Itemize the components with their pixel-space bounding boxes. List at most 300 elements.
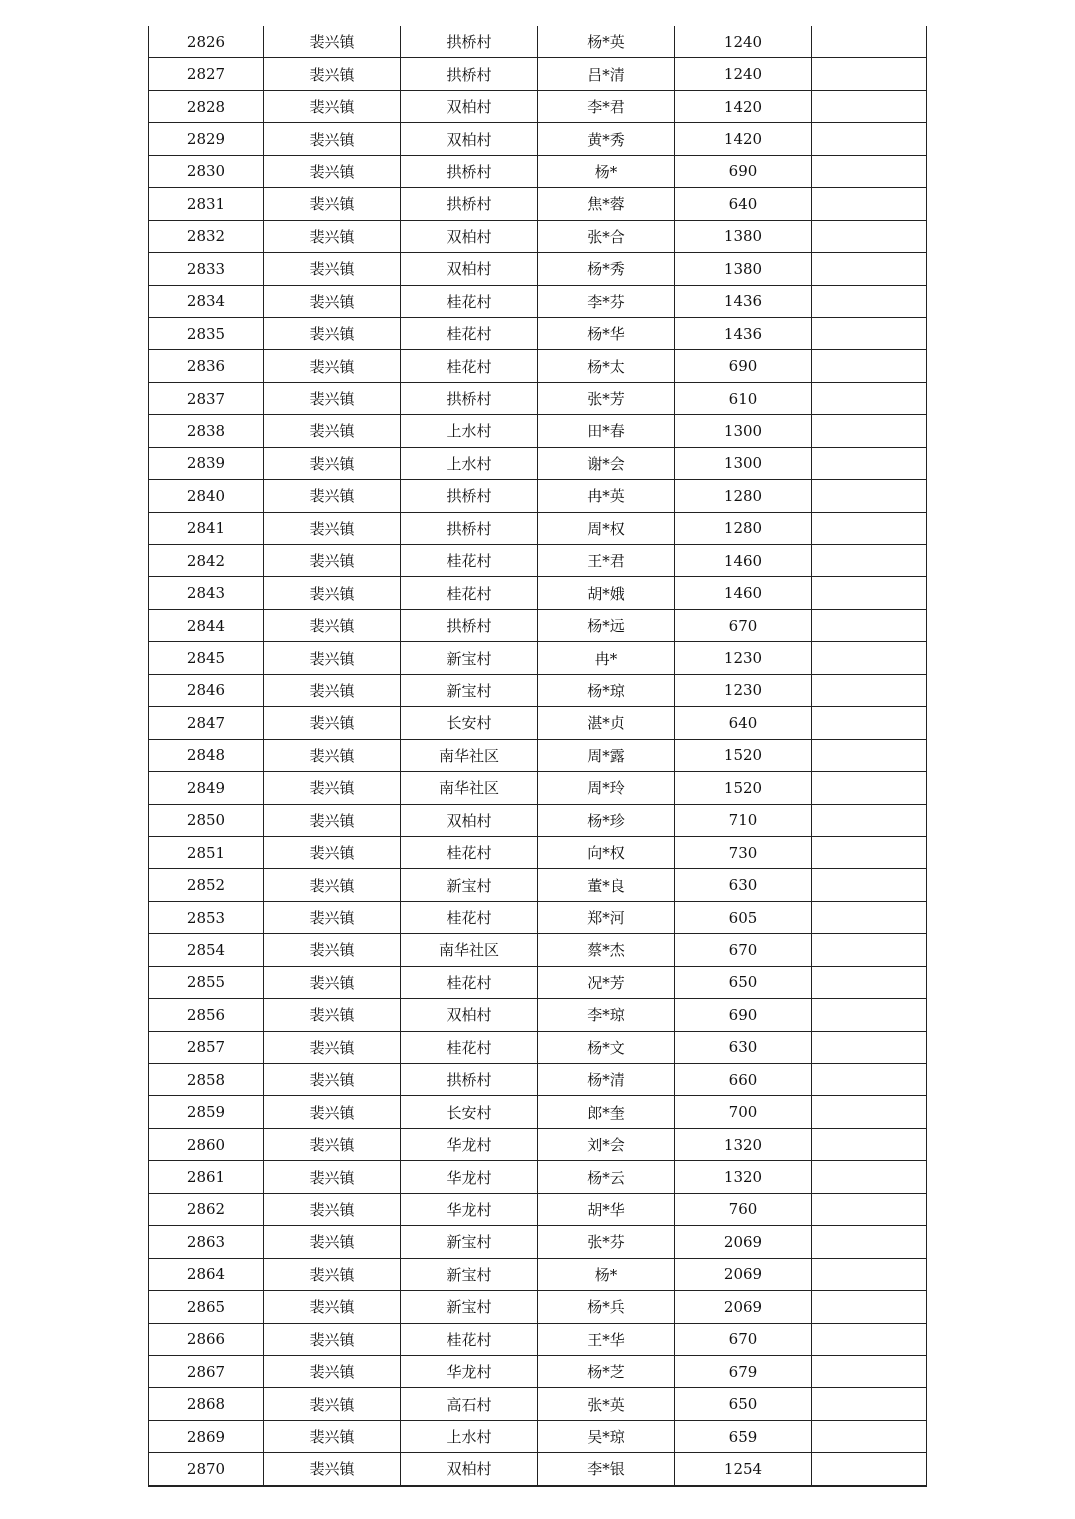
table-row xyxy=(149,609,927,641)
amount-cell: 1230 xyxy=(675,674,812,706)
remark-cell xyxy=(812,1096,927,1128)
row-number-cell: 2861 xyxy=(149,1161,264,1193)
town-cell: 裴兴镇 xyxy=(264,26,401,58)
village-cell: 新宝村 xyxy=(401,642,538,674)
town-cell: 裴兴镇 xyxy=(264,317,401,349)
remark-cell xyxy=(812,999,927,1031)
remark-cell xyxy=(812,707,927,739)
town-cell: 裴兴镇 xyxy=(264,609,401,641)
remark-cell xyxy=(812,90,927,122)
table-row xyxy=(149,1453,927,1486)
remark-cell xyxy=(812,415,927,447)
row-number-cell: 2839 xyxy=(149,447,264,479)
town-cell: 裴兴镇 xyxy=(264,836,401,868)
remark-cell xyxy=(812,1226,927,1258)
row-number-cell: 2843 xyxy=(149,577,264,609)
name-cell: 湛*贞 xyxy=(538,707,675,739)
table-row xyxy=(149,220,927,252)
town-cell: 裴兴镇 xyxy=(264,1128,401,1160)
name-cell: 杨*华 xyxy=(538,317,675,349)
town-cell: 裴兴镇 xyxy=(264,739,401,771)
name-cell: 冉* xyxy=(538,642,675,674)
town-cell: 裴兴镇 xyxy=(264,1161,401,1193)
row-number-cell: 2846 xyxy=(149,674,264,706)
village-cell: 双柏村 xyxy=(401,253,538,285)
remark-cell xyxy=(812,382,927,414)
row-number-cell: 2847 xyxy=(149,707,264,739)
village-cell: 长安村 xyxy=(401,707,538,739)
town-cell: 裴兴镇 xyxy=(264,415,401,447)
town-cell: 裴兴镇 xyxy=(264,350,401,382)
village-cell: 拱桥村 xyxy=(401,1064,538,1096)
amount-cell: 690 xyxy=(675,999,812,1031)
row-number-cell: 2837 xyxy=(149,382,264,414)
amount-cell: 610 xyxy=(675,382,812,414)
town-cell: 裴兴镇 xyxy=(264,772,401,804)
remark-cell xyxy=(812,869,927,901)
row-number-cell: 2864 xyxy=(149,1258,264,1290)
remark-cell xyxy=(812,1420,927,1452)
table-row xyxy=(149,382,927,414)
town-cell: 裴兴镇 xyxy=(264,1453,401,1486)
row-number-cell: 2841 xyxy=(149,512,264,544)
name-cell: 王*华 xyxy=(538,1323,675,1355)
amount-cell: 1280 xyxy=(675,480,812,512)
name-cell: 胡*华 xyxy=(538,1193,675,1225)
table-row xyxy=(149,447,927,479)
name-cell: 况*芳 xyxy=(538,966,675,998)
remark-cell xyxy=(812,1258,927,1290)
table-row xyxy=(149,123,927,155)
table-body xyxy=(149,26,927,1486)
table-row xyxy=(149,1064,927,1096)
name-cell: 焦*蓉 xyxy=(538,188,675,220)
row-number-cell: 2867 xyxy=(149,1355,264,1387)
remark-cell xyxy=(812,577,927,609)
row-number-cell: 2845 xyxy=(149,642,264,674)
town-cell: 裴兴镇 xyxy=(264,220,401,252)
row-number-cell: 2844 xyxy=(149,609,264,641)
table-row xyxy=(149,577,927,609)
remark-cell xyxy=(812,447,927,479)
town-cell: 裴兴镇 xyxy=(264,1226,401,1258)
amount-cell: 1380 xyxy=(675,220,812,252)
village-cell: 双柏村 xyxy=(401,220,538,252)
remark-cell xyxy=(812,934,927,966)
town-cell: 裴兴镇 xyxy=(264,480,401,512)
table-row xyxy=(149,155,927,187)
table-row xyxy=(149,674,927,706)
name-cell: 吕*清 xyxy=(538,58,675,90)
name-cell: 周*权 xyxy=(538,512,675,544)
row-number-cell: 2865 xyxy=(149,1291,264,1323)
table-row xyxy=(149,772,927,804)
amount-cell: 1520 xyxy=(675,739,812,771)
town-cell: 裴兴镇 xyxy=(264,58,401,90)
row-number-cell: 2827 xyxy=(149,58,264,90)
village-cell: 双柏村 xyxy=(401,804,538,836)
amount-cell: 1240 xyxy=(675,26,812,58)
name-cell: 杨*英 xyxy=(538,26,675,58)
village-cell: 拱桥村 xyxy=(401,26,538,58)
table-row xyxy=(149,188,927,220)
town-cell: 裴兴镇 xyxy=(264,674,401,706)
row-number-cell: 2828 xyxy=(149,90,264,122)
row-number-cell: 2838 xyxy=(149,415,264,447)
remark-cell xyxy=(812,804,927,836)
village-cell: 华龙村 xyxy=(401,1161,538,1193)
village-cell: 华龙村 xyxy=(401,1128,538,1160)
name-cell: 杨* xyxy=(538,155,675,187)
table-row xyxy=(149,1128,927,1160)
row-number-cell: 2852 xyxy=(149,869,264,901)
village-cell: 桂花村 xyxy=(401,545,538,577)
amount-cell: 690 xyxy=(675,155,812,187)
town-cell: 裴兴镇 xyxy=(264,285,401,317)
table-row xyxy=(149,1291,927,1323)
village-cell: 新宝村 xyxy=(401,674,538,706)
town-cell: 裴兴镇 xyxy=(264,642,401,674)
name-cell: 杨*琼 xyxy=(538,674,675,706)
remark-cell xyxy=(812,966,927,998)
remark-cell xyxy=(812,1128,927,1160)
row-number-cell: 2862 xyxy=(149,1193,264,1225)
amount-cell: 1460 xyxy=(675,545,812,577)
village-cell: 桂花村 xyxy=(401,317,538,349)
row-number-cell: 2840 xyxy=(149,480,264,512)
name-cell: 田*春 xyxy=(538,415,675,447)
town-cell: 裴兴镇 xyxy=(264,253,401,285)
remark-cell xyxy=(812,1355,927,1387)
row-number-cell: 2868 xyxy=(149,1388,264,1420)
village-cell: 华龙村 xyxy=(401,1193,538,1225)
remark-cell xyxy=(812,480,927,512)
village-cell: 双柏村 xyxy=(401,90,538,122)
table-row xyxy=(149,512,927,544)
amount-cell: 659 xyxy=(675,1420,812,1452)
amount-cell: 2069 xyxy=(675,1226,812,1258)
town-cell: 裴兴镇 xyxy=(264,966,401,998)
village-cell: 拱桥村 xyxy=(401,58,538,90)
village-cell: 上水村 xyxy=(401,447,538,479)
row-number-cell: 2853 xyxy=(149,901,264,933)
town-cell: 裴兴镇 xyxy=(264,707,401,739)
row-number-cell: 2855 xyxy=(149,966,264,998)
remark-cell xyxy=(812,642,927,674)
town-cell: 裴兴镇 xyxy=(264,577,401,609)
village-cell: 南华社区 xyxy=(401,739,538,771)
amount-cell: 1230 xyxy=(675,642,812,674)
row-number-cell: 2863 xyxy=(149,1226,264,1258)
town-cell: 裴兴镇 xyxy=(264,901,401,933)
remark-cell xyxy=(812,123,927,155)
town-cell: 裴兴镇 xyxy=(264,804,401,836)
name-cell: 杨*远 xyxy=(538,609,675,641)
village-cell: 双柏村 xyxy=(401,999,538,1031)
table-row xyxy=(149,1258,927,1290)
name-cell: 杨*秀 xyxy=(538,253,675,285)
row-number-cell: 2830 xyxy=(149,155,264,187)
name-cell: 张*英 xyxy=(538,1388,675,1420)
remark-cell xyxy=(812,155,927,187)
amount-cell: 1300 xyxy=(675,415,812,447)
table-row xyxy=(149,707,927,739)
table-row xyxy=(149,545,927,577)
table-row xyxy=(149,26,927,58)
remark-cell xyxy=(812,512,927,544)
name-cell: 吴*琼 xyxy=(538,1420,675,1452)
row-number-cell: 2836 xyxy=(149,350,264,382)
name-cell: 郎*奎 xyxy=(538,1096,675,1128)
row-number-cell: 2832 xyxy=(149,220,264,252)
village-cell: 新宝村 xyxy=(401,869,538,901)
remark-cell xyxy=(812,836,927,868)
amount-cell: 1420 xyxy=(675,90,812,122)
remark-cell xyxy=(812,609,927,641)
name-cell: 杨*清 xyxy=(538,1064,675,1096)
amount-cell: 1320 xyxy=(675,1128,812,1160)
village-cell: 桂花村 xyxy=(401,1323,538,1355)
town-cell: 裴兴镇 xyxy=(264,934,401,966)
amount-cell: 630 xyxy=(675,869,812,901)
village-cell: 南华社区 xyxy=(401,934,538,966)
name-cell: 胡*娥 xyxy=(538,577,675,609)
village-cell: 上水村 xyxy=(401,415,538,447)
table-row xyxy=(149,934,927,966)
village-cell: 新宝村 xyxy=(401,1258,538,1290)
table-row xyxy=(149,1031,927,1063)
village-cell: 桂花村 xyxy=(401,966,538,998)
village-cell: 桂花村 xyxy=(401,577,538,609)
name-cell: 董*良 xyxy=(538,869,675,901)
data-table xyxy=(148,26,927,1487)
amount-cell: 660 xyxy=(675,1064,812,1096)
table-row xyxy=(149,901,927,933)
row-number-cell: 2860 xyxy=(149,1128,264,1160)
row-number-cell: 2854 xyxy=(149,934,264,966)
amount-cell: 650 xyxy=(675,1388,812,1420)
name-cell: 蔡*杰 xyxy=(538,934,675,966)
name-cell: 李*银 xyxy=(538,1453,675,1486)
town-cell: 裴兴镇 xyxy=(264,545,401,577)
remark-cell xyxy=(812,26,927,58)
remark-cell xyxy=(812,285,927,317)
remark-cell xyxy=(812,1323,927,1355)
table-row xyxy=(149,1226,927,1258)
town-cell: 裴兴镇 xyxy=(264,155,401,187)
remark-cell xyxy=(812,545,927,577)
town-cell: 裴兴镇 xyxy=(264,1420,401,1452)
table-row xyxy=(149,869,927,901)
town-cell: 裴兴镇 xyxy=(264,869,401,901)
remark-cell xyxy=(812,350,927,382)
village-cell: 新宝村 xyxy=(401,1291,538,1323)
remark-cell xyxy=(812,1031,927,1063)
name-cell: 张*芬 xyxy=(538,1226,675,1258)
village-cell: 高石村 xyxy=(401,1388,538,1420)
remark-cell xyxy=(812,253,927,285)
amount-cell: 670 xyxy=(675,1323,812,1355)
table-row xyxy=(149,1420,927,1452)
remark-cell xyxy=(812,674,927,706)
name-cell: 杨*芝 xyxy=(538,1355,675,1387)
name-cell: 刘*会 xyxy=(538,1128,675,1160)
village-cell: 双柏村 xyxy=(401,123,538,155)
table-row xyxy=(149,317,927,349)
remark-cell xyxy=(812,188,927,220)
village-cell: 拱桥村 xyxy=(401,382,538,414)
village-cell: 拱桥村 xyxy=(401,480,538,512)
row-number-cell: 2866 xyxy=(149,1323,264,1355)
row-number-cell: 2858 xyxy=(149,1064,264,1096)
remark-cell xyxy=(812,739,927,771)
amount-cell: 1436 xyxy=(675,285,812,317)
town-cell: 裴兴镇 xyxy=(264,1258,401,1290)
amount-cell: 1320 xyxy=(675,1161,812,1193)
row-number-cell: 2831 xyxy=(149,188,264,220)
row-number-cell: 2851 xyxy=(149,836,264,868)
name-cell: 黄*秀 xyxy=(538,123,675,155)
amount-cell: 1300 xyxy=(675,447,812,479)
town-cell: 裴兴镇 xyxy=(264,1193,401,1225)
village-cell: 桂花村 xyxy=(401,285,538,317)
village-cell: 桂花村 xyxy=(401,350,538,382)
amount-cell: 2069 xyxy=(675,1291,812,1323)
town-cell: 裴兴镇 xyxy=(264,1388,401,1420)
table-row xyxy=(149,1193,927,1225)
amount-cell: 710 xyxy=(675,804,812,836)
amount-cell: 650 xyxy=(675,966,812,998)
town-cell: 裴兴镇 xyxy=(264,512,401,544)
amount-cell: 630 xyxy=(675,1031,812,1063)
amount-cell: 1380 xyxy=(675,253,812,285)
amount-cell: 605 xyxy=(675,901,812,933)
row-number-cell: 2829 xyxy=(149,123,264,155)
table-row xyxy=(149,253,927,285)
village-cell: 新宝村 xyxy=(401,1226,538,1258)
amount-cell: 2069 xyxy=(675,1258,812,1290)
name-cell: 郑*河 xyxy=(538,901,675,933)
amount-cell: 1420 xyxy=(675,123,812,155)
amount-cell: 1460 xyxy=(675,577,812,609)
table-row xyxy=(149,1096,927,1128)
name-cell: 向*权 xyxy=(538,836,675,868)
name-cell: 杨* xyxy=(538,1258,675,1290)
table-row xyxy=(149,58,927,90)
amount-cell: 679 xyxy=(675,1355,812,1387)
name-cell: 王*君 xyxy=(538,545,675,577)
table-row xyxy=(149,350,927,382)
village-cell: 长安村 xyxy=(401,1096,538,1128)
name-cell: 李*君 xyxy=(538,90,675,122)
table-row xyxy=(149,836,927,868)
amount-cell: 1436 xyxy=(675,317,812,349)
town-cell: 裴兴镇 xyxy=(264,447,401,479)
remark-cell xyxy=(812,1291,927,1323)
village-cell: 拱桥村 xyxy=(401,188,538,220)
amount-cell: 700 xyxy=(675,1096,812,1128)
table-row xyxy=(149,90,927,122)
remark-cell xyxy=(812,1388,927,1420)
row-number-cell: 2869 xyxy=(149,1420,264,1452)
table-row xyxy=(149,966,927,998)
town-cell: 裴兴镇 xyxy=(264,1291,401,1323)
amount-cell: 1240 xyxy=(675,58,812,90)
name-cell: 杨*太 xyxy=(538,350,675,382)
row-number-cell: 2833 xyxy=(149,253,264,285)
row-number-cell: 2834 xyxy=(149,285,264,317)
row-number-cell: 2857 xyxy=(149,1031,264,1063)
village-cell: 上水村 xyxy=(401,1420,538,1452)
remark-cell xyxy=(812,317,927,349)
amount-cell: 670 xyxy=(675,609,812,641)
town-cell: 裴兴镇 xyxy=(264,188,401,220)
amount-cell: 640 xyxy=(675,707,812,739)
amount-cell: 1254 xyxy=(675,1453,812,1486)
table-row xyxy=(149,642,927,674)
amount-cell: 640 xyxy=(675,188,812,220)
table-row xyxy=(149,1355,927,1387)
table-row xyxy=(149,999,927,1031)
table-row xyxy=(149,739,927,771)
table-row xyxy=(149,804,927,836)
row-number-cell: 2856 xyxy=(149,999,264,1031)
town-cell: 裴兴镇 xyxy=(264,1031,401,1063)
row-number-cell: 2859 xyxy=(149,1096,264,1128)
table-row xyxy=(149,285,927,317)
village-cell: 南华社区 xyxy=(401,772,538,804)
row-number-cell: 2842 xyxy=(149,545,264,577)
village-cell: 拱桥村 xyxy=(401,512,538,544)
name-cell: 杨*云 xyxy=(538,1161,675,1193)
town-cell: 裴兴镇 xyxy=(264,90,401,122)
town-cell: 裴兴镇 xyxy=(264,1064,401,1096)
row-number-cell: 2835 xyxy=(149,317,264,349)
row-number-cell: 2870 xyxy=(149,1453,264,1486)
name-cell: 李*芬 xyxy=(538,285,675,317)
table-row xyxy=(149,415,927,447)
village-cell: 双柏村 xyxy=(401,1453,538,1486)
remark-cell xyxy=(812,1193,927,1225)
name-cell: 张*芳 xyxy=(538,382,675,414)
remark-cell xyxy=(812,901,927,933)
amount-cell: 670 xyxy=(675,934,812,966)
name-cell: 杨*文 xyxy=(538,1031,675,1063)
amount-cell: 760 xyxy=(675,1193,812,1225)
name-cell: 杨*珍 xyxy=(538,804,675,836)
remark-cell xyxy=(812,1161,927,1193)
village-cell: 华龙村 xyxy=(401,1355,538,1387)
name-cell: 周*玲 xyxy=(538,772,675,804)
village-cell: 桂花村 xyxy=(401,836,538,868)
row-number-cell: 2848 xyxy=(149,739,264,771)
amount-cell: 1280 xyxy=(675,512,812,544)
town-cell: 裴兴镇 xyxy=(264,1355,401,1387)
village-cell: 桂花村 xyxy=(401,901,538,933)
village-cell: 拱桥村 xyxy=(401,609,538,641)
table-row xyxy=(149,1323,927,1355)
town-cell: 裴兴镇 xyxy=(264,999,401,1031)
remark-cell xyxy=(812,772,927,804)
name-cell: 杨*兵 xyxy=(538,1291,675,1323)
town-cell: 裴兴镇 xyxy=(264,382,401,414)
name-cell: 李*琼 xyxy=(538,999,675,1031)
row-number-cell: 2826 xyxy=(149,26,264,58)
name-cell: 张*合 xyxy=(538,220,675,252)
table-row xyxy=(149,1388,927,1420)
name-cell: 冉*英 xyxy=(538,480,675,512)
town-cell: 裴兴镇 xyxy=(264,1323,401,1355)
